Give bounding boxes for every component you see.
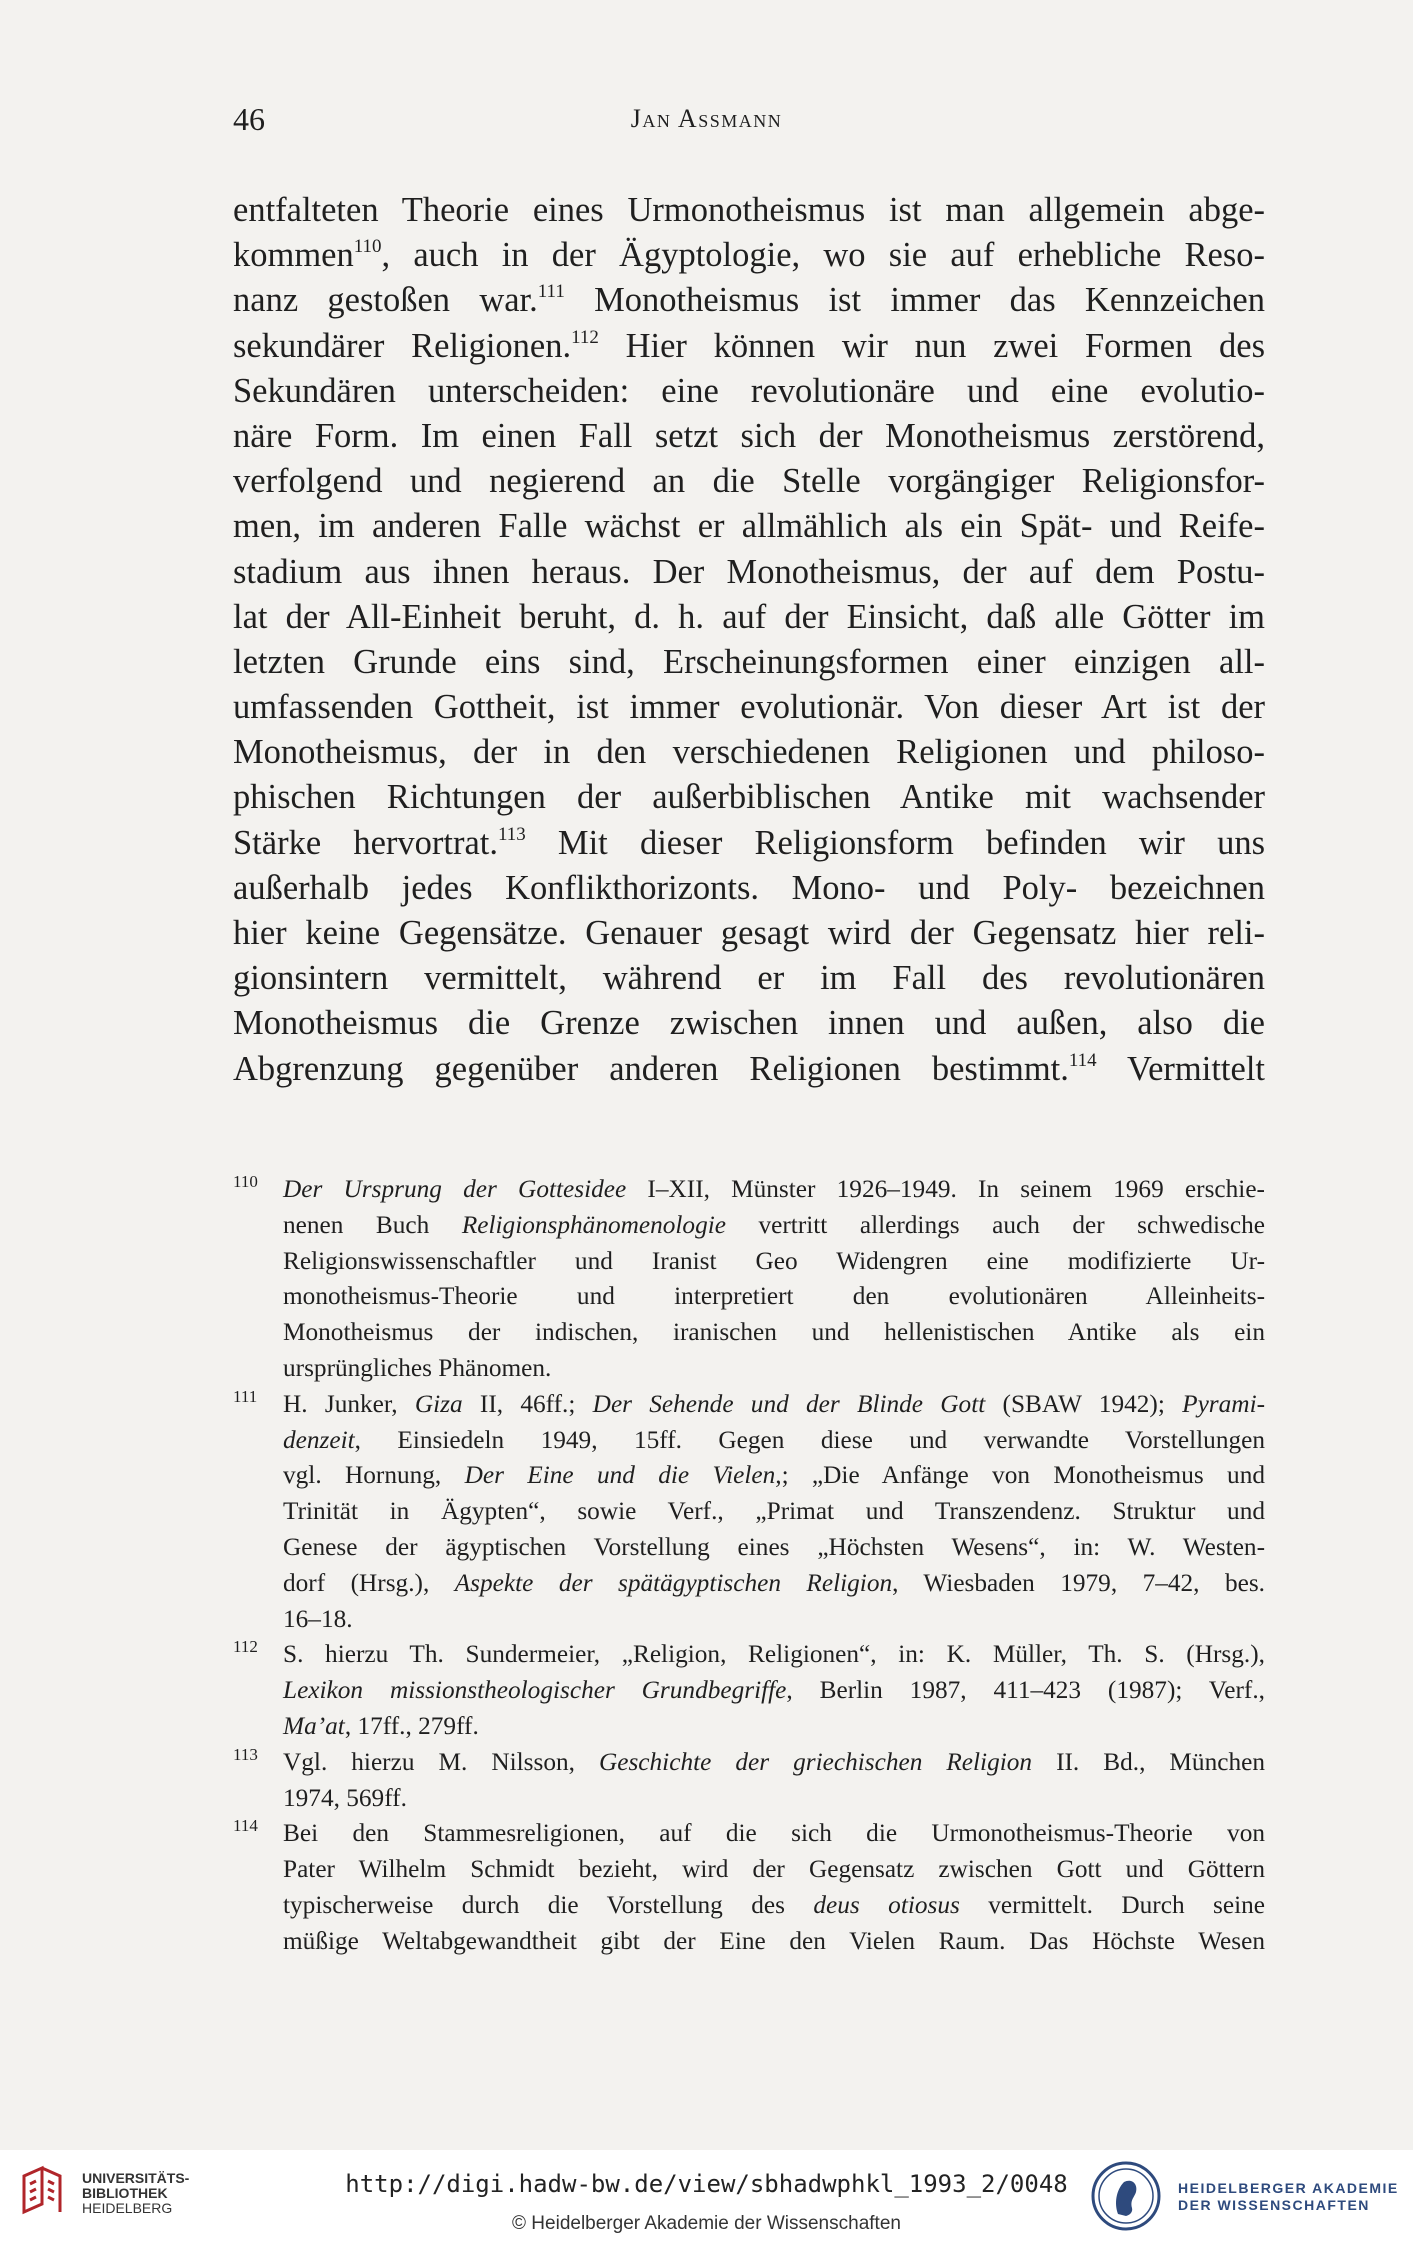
body-line: lat der All-Einheit beruht, d. h. auf der Einsicht, daß alle Götter im <box>233 597 1265 636</box>
body-line: außerhalb jedes Konflikthorizonts. Mono- und Poly- bezeichnen <box>233 868 1265 907</box>
footnote-line: H. Junker, Giza II, 46ff.; Der Sehende und der Blinde Gott (SBAW 1942); Pyrami- <box>283 1389 1266 1418</box>
footnote-line: Religionswissenschaftler und Iranist Geo Widengren eine modifizierte Ur- <box>283 1246 1265 1275</box>
footnote-line: dorf (Hrsg.), Aspekte der spätägyptischen Religion, Wiesbaden 1979, 7–42, bes. <box>283 1568 1265 1597</box>
body-line: stadium aus ihnen heraus. Der Monotheismus, der auf dem Postu- <box>233 552 1265 591</box>
footnote-110 <box>233 1172 1265 1387</box>
footnote-line: ursprüngliches Phänomen. <box>283 1353 552 1382</box>
body-line: verfolgend und negierend an die Stelle vorgängiger Religionsfor- <box>233 462 1265 501</box>
body-line: kommen$^{110}$, auch in der Ägyptologie, wo sie auf erhebliche Reso- <box>233 235 1265 275</box>
footnote-number: 112 <box>233 1637 258 1657</box>
body-line: näre Form. Im einen Fall setzt sich der Monotheismus zerstörend, <box>233 416 1265 455</box>
footnote-number: 114 <box>233 1816 258 1836</box>
permalink-url[interactable]: http://digi.hadw-bw.de/view/sbhadwphkl_1993_2/0048 <box>345 2170 1068 2198</box>
footnote-reference[interactable]: 112 <box>571 326 599 348</box>
running-head: Jan Assmann <box>630 104 783 133</box>
copyright-notice: © Heidelberger Akademie der Wissenschaften <box>512 2213 901 2234</box>
footnote-reference[interactable]: 110 <box>353 235 382 257</box>
footnote-line: typischerweise durch die Vorstellung des deus otiosus vermittelt. Durch seine <box>283 1890 1265 1919</box>
body-line: umfassenden Gottheit, ist immer evolutionär. Von dieser Art ist der <box>233 688 1265 727</box>
academy-seal-icon[interactable] <box>1090 2160 1162 2232</box>
footnote-113 <box>233 1745 1265 1817</box>
footnote-line: 1974, 569ff. <box>283 1783 407 1812</box>
page-number: 46 <box>233 101 265 137</box>
footnote-line: Monotheismus der indischen, iranischen und hellenistischen Antike als ein <box>283 1318 1265 1347</box>
footnote-line: Der Ursprung der Gottesidee I–XII, Münster 1926–1949. In seinem 1969 erschie- <box>283 1175 1265 1203</box>
footnote-reference[interactable]: 113 <box>497 823 526 845</box>
footnote-112 <box>233 1637 1265 1744</box>
footnote-line: Bei den Stammesreligionen, auf die sich die Urmonotheismus-Theorie von <box>283 1819 1265 1848</box>
body-line: Monotheismus, der in den verschiedenen Religionen und philoso- <box>233 733 1265 772</box>
footnote-line: müßige Weltabgewandtheit gibt der Eine den Vielen Raum. Das Höchste Wesen <box>283 1926 1265 1955</box>
university-library-name: UNIVERSITÄTS- BIBLIOTHEK HEIDELBERG <box>82 2170 190 2216</box>
footnote-line: S. hierzu Th. Sundermeier, „Religion, Religionen“, in: K. Müller, Th. S. (Hrsg.), <box>283 1640 1265 1669</box>
body-line: men, im anderen Falle wächst er allmählich als ein Spät- und Reife- <box>233 507 1265 546</box>
footnote-114 <box>233 1816 1265 1959</box>
footnote-line: Lexikon missionstheologischer Grundbegriffe, Berlin 1987, 411–423 (1987); Verf., <box>283 1676 1265 1705</box>
academy-name: HEIDELBERGER AKADEMIE DER WISSENSCHAFTEN <box>1178 2180 1399 2213</box>
body-line: entfalteten Theorie eines Urmonotheismus ist man allgemein abge- <box>233 191 1265 229</box>
body-line: Sekundären unterscheiden: eine revolutionäre und eine evolutio- <box>233 371 1265 410</box>
footnote-number: 111 <box>233 1386 258 1406</box>
body-line: nanz gestoßen war.$^{111}$ Monotheismus ist immer das Kennzeichen <box>233 281 1265 320</box>
footnotes <box>233 1172 1265 1960</box>
footnote-line: Genese der ägyptischen Vorstellung eines „Höchsten Wesens“, in: W. Westen- <box>283 1532 1265 1561</box>
body-line: hier keine Gegensätze. Genauer gesagt wird der Gegensatz hier reli- <box>233 914 1265 952</box>
footnote-line: nenen Buch Religionsphänomenologie vertritt allerdings auch der schwedische <box>283 1210 1265 1239</box>
body-line: Abgrenzung gegenüber anderen Religionen bestimmt.$^{114}$ Vermittelt <box>233 1049 1265 1088</box>
footnote-line: monotheismus-Theorie und interpretiert den evolutionären Alleinheits- <box>283 1282 1265 1311</box>
footnote-line: Pater Wilhelm Schmidt bezieht, wird der Gegensatz zwischen Gott und Göttern <box>283 1855 1265 1884</box>
body-line: phischen Richtungen der außerbiblischen Antike mit wachsender <box>233 778 1265 817</box>
footnote-line: Ma’at, 17ff., 279ff. <box>283 1711 479 1740</box>
body-line: Stärke hervortrat.$^{113}$ Mit dieser Religionsform befinden wir uns <box>233 823 1265 862</box>
footnote-number: 113 <box>233 1744 258 1764</box>
footnote-line: vgl. Hornung, Der Eine und die Vielen,; „Die Anfänge von Monotheismus und <box>283 1461 1266 1490</box>
footnote-line: 16–18. <box>283 1604 353 1633</box>
body-line: sekundärer Religionen.$^{112}$ Hier können wir nun zwei Formen des <box>233 326 1265 365</box>
body-line: gionsintern vermittelt, während er im Fall des revolutionären <box>233 959 1265 998</box>
footnote-line: denzeit, Einsiedeln 1949, 15ff. Gegen diese und verwandte Vorstellungen <box>283 1425 1265 1454</box>
footnote-line: Vgl. hierzu M. Nilsson, Geschichte der griechischen Religion II. Bd., München <box>283 1747 1265 1776</box>
footnote-number: 110 <box>233 1172 258 1191</box>
footnote-111 <box>233 1387 1265 1638</box>
footnote-reference[interactable]: 111 <box>537 281 565 303</box>
body-line: letzten Grunde eins sind, Erscheinungsformen einer einzigen all- <box>233 642 1265 681</box>
footnote-reference[interactable]: 114 <box>1068 1049 1097 1071</box>
footnote-line: Trinität in Ägypten“, sowie Verf., „Primat und Transzendenz. Struktur und <box>283 1497 1265 1526</box>
body-text <box>233 188 1265 1092</box>
body-line: Monotheismus die Grenze zwischen innen und außen, also die <box>233 1004 1265 1043</box>
